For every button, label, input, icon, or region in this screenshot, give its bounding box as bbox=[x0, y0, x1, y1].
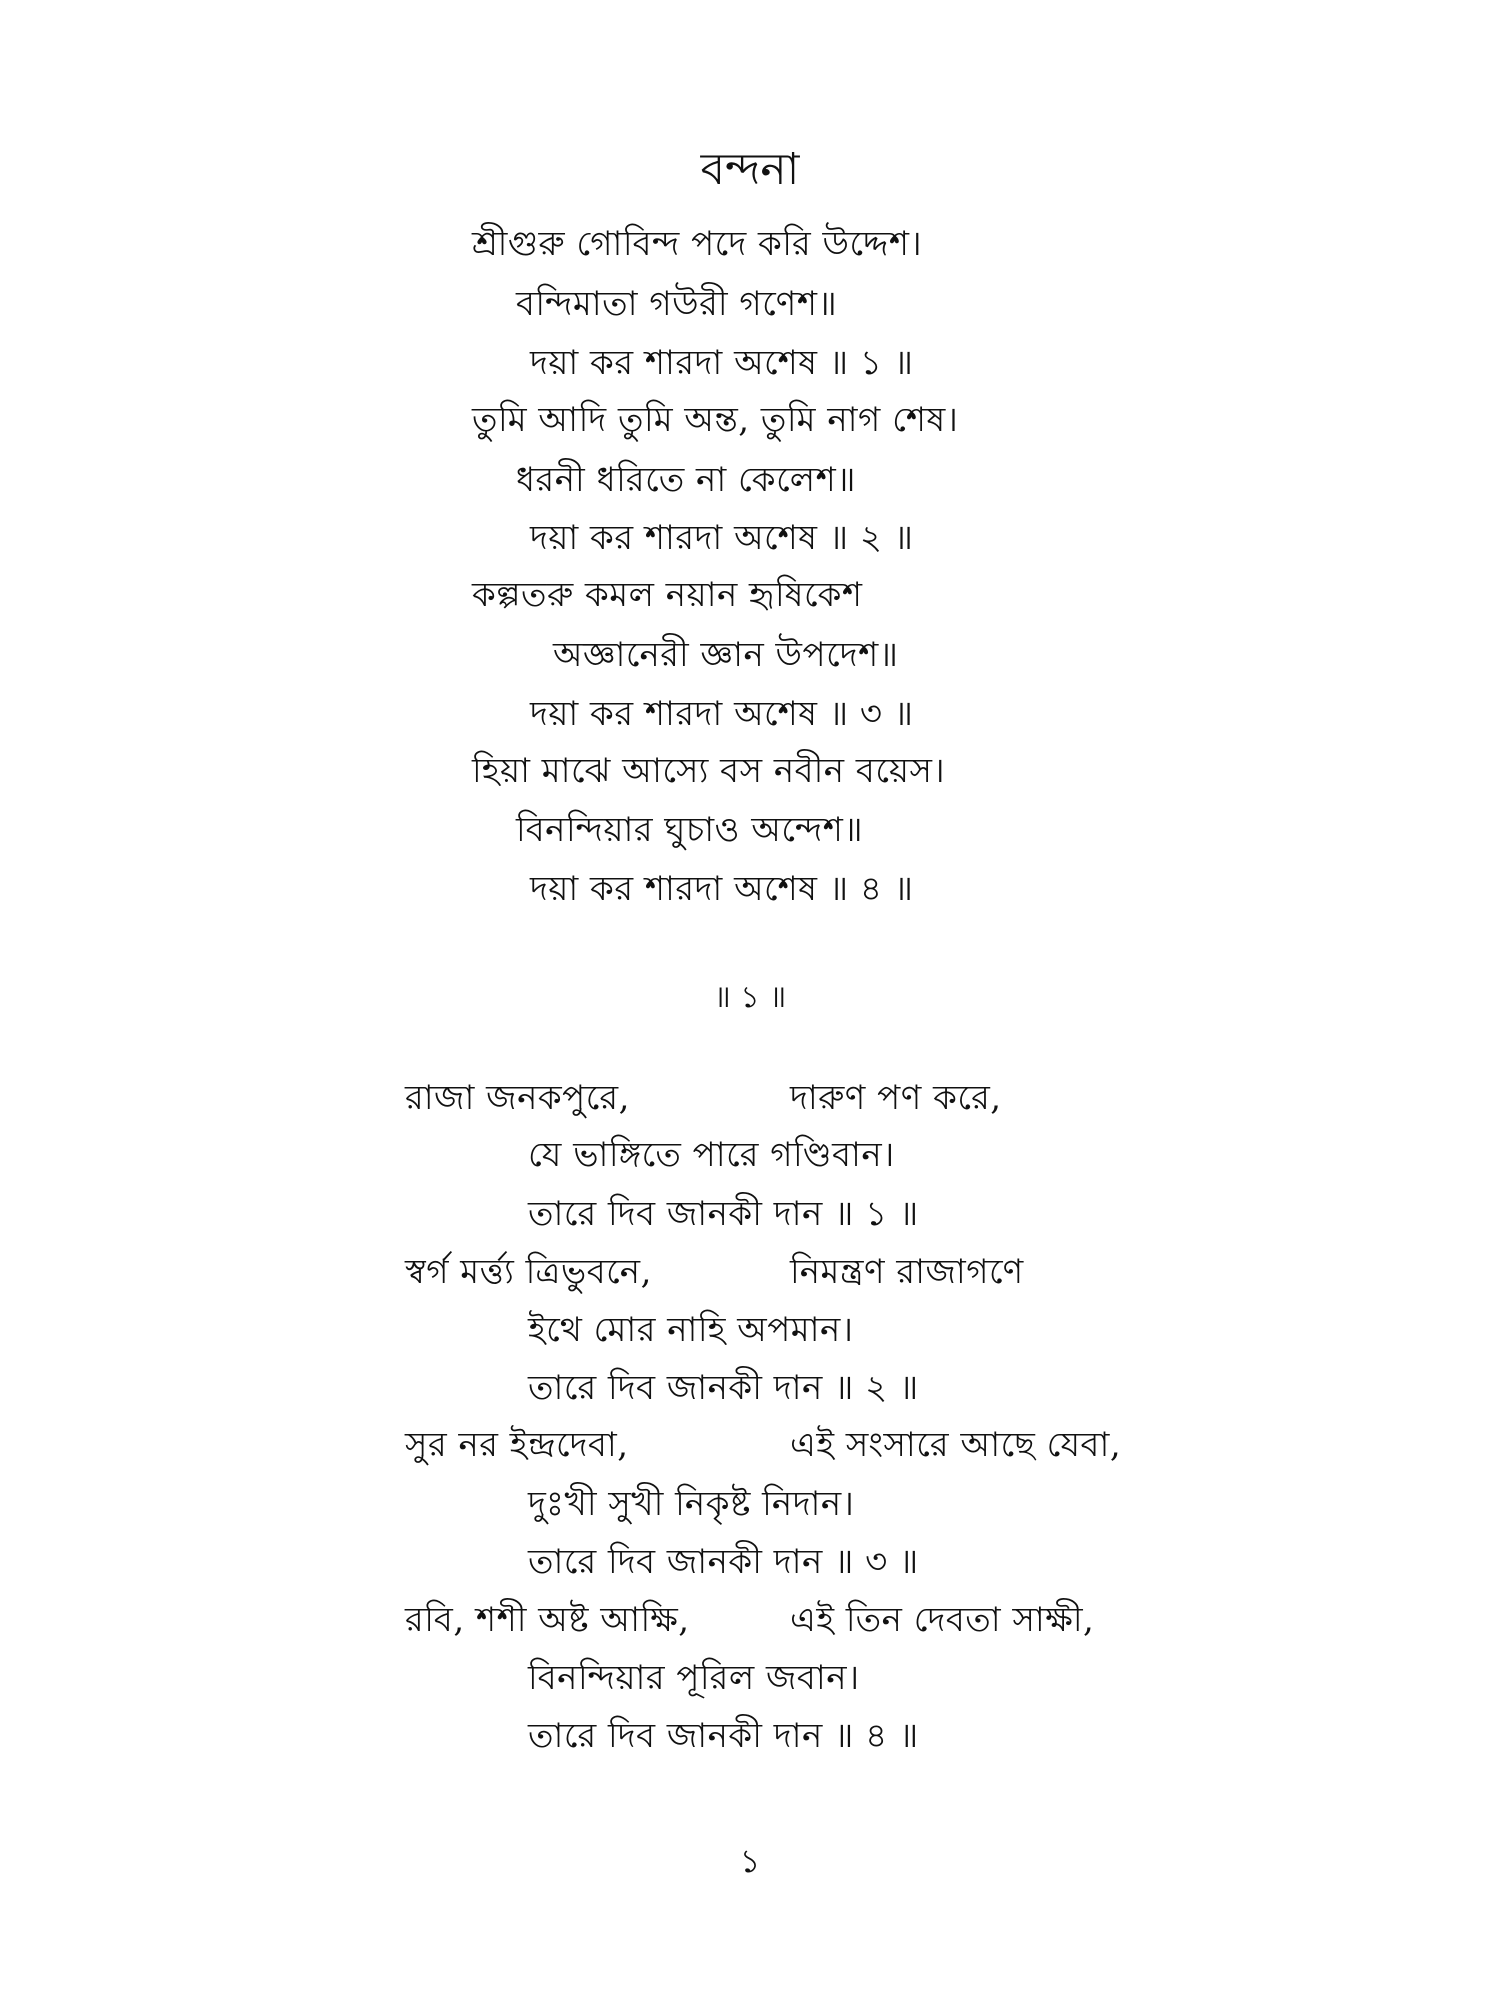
section-line: তারে দিব জানকী দান ॥ ৩ ॥ bbox=[528, 1542, 919, 1582]
section-line: নিমন্ত্রণ রাজাগণে bbox=[790, 1252, 1024, 1292]
vandana-line: দয়া কর শারদা অশেষ ॥ ৪ ॥ bbox=[530, 869, 914, 909]
vandana-line: তুমি আদি তুমি অন্ত, তুমি নাগ শেষ। bbox=[472, 400, 959, 440]
vandana-line: বন্দিমাতা গউরী গণেশ॥ bbox=[516, 284, 838, 324]
vandana-line: দয়া কর শারদা অশেষ ॥ ৩ ॥ bbox=[530, 694, 914, 734]
section-line: এই তিন দেবতা সাক্ষী, bbox=[790, 1600, 1095, 1640]
section-line: এই সংসারে আছে যেবা, bbox=[790, 1425, 1122, 1465]
section-line: ইথে মোর নাহি অপমান। bbox=[528, 1310, 854, 1350]
vandana-line: বিনন্দিয়ার ঘুচাও অন্দেশ॥ bbox=[516, 810, 864, 850]
section-line: তারে দিব জানকী দান ॥ ৪ ॥ bbox=[528, 1716, 919, 1756]
vandana-line: ধরনী ধরিতে না কেলেশ॥ bbox=[516, 460, 856, 500]
vandana-line: অজ্ঞানেরী জ্ঞান উপদেশ॥ bbox=[553, 635, 899, 675]
section-marker: ॥ ১ ॥ bbox=[713, 980, 787, 1015]
vandana-line: দয়া কর শারদা অশেষ ॥ ১ ॥ bbox=[530, 343, 914, 383]
section-line: স্বর্গ মর্ত্ত্য ত্রিভুবনে, bbox=[405, 1252, 652, 1292]
vandana-line: শ্রীগুরু গোবিন্দ পদে করি উদ্দেশ। bbox=[472, 224, 923, 264]
section-line: বিনন্দিয়ার পূরিল জবান। bbox=[528, 1658, 860, 1698]
vandana-line: দয়া কর শারদা অশেষ ॥ ২ ॥ bbox=[530, 518, 914, 558]
section-line: দারুণ পণ করে, bbox=[790, 1078, 1002, 1118]
section-line: রাজা জনকপুরে, bbox=[405, 1078, 630, 1118]
section-line: তারে দিব জানকী দান ॥ ১ ॥ bbox=[528, 1194, 919, 1234]
page-title: বন্দনা bbox=[700, 144, 800, 195]
vandana-line: কল্পতরু কমল নয়ান হৃষিকেশ bbox=[472, 575, 863, 615]
section-line: রবি, শশী অষ্ট আক্ষি, bbox=[405, 1600, 690, 1640]
section-line: সুর নর ইন্দ্রদেবা, bbox=[405, 1425, 629, 1465]
section-line: তারে দিব জানকী দান ॥ ২ ॥ bbox=[528, 1368, 919, 1408]
section-line: দুঃখী সুখী নিকৃষ্ট নিদান। bbox=[528, 1484, 855, 1524]
page-number: ১ bbox=[739, 1842, 761, 1880]
vandana-line: হিয়া মাঝে আস্যে বস নবীন বয়েস। bbox=[472, 751, 946, 791]
section-line: যে ভাঙ্গিতে পারে গণ্ডিবান। bbox=[528, 1135, 895, 1175]
